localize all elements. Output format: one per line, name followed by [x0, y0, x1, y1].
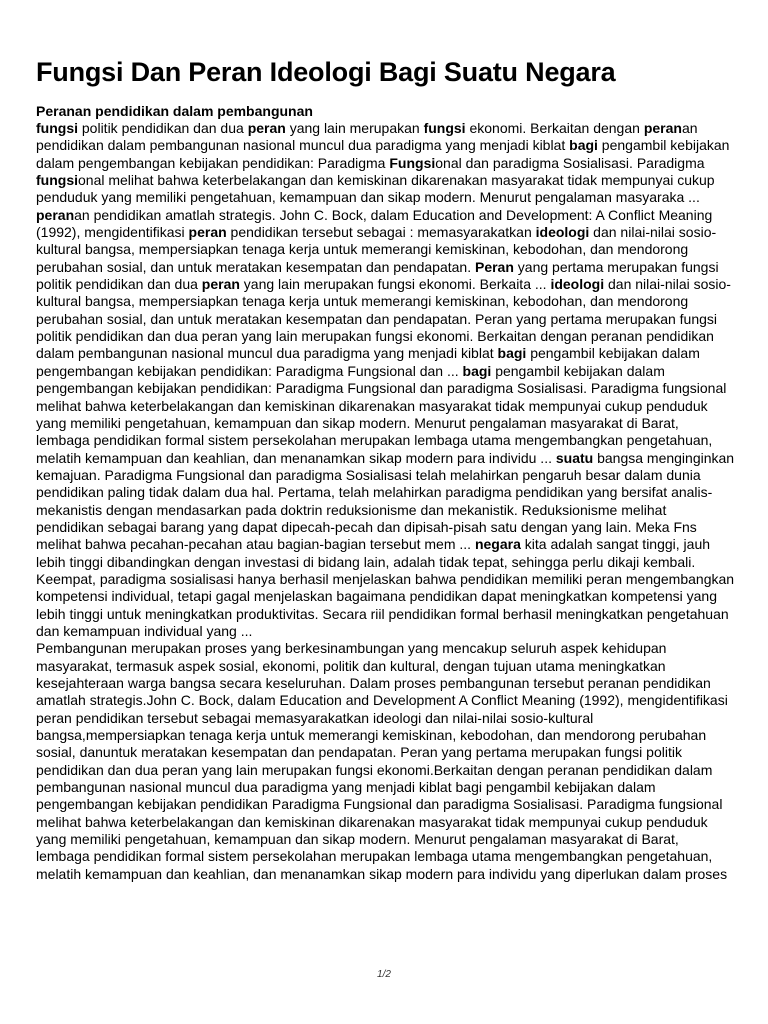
highlighted-keyword: bagi	[497, 345, 527, 362]
text-run: an pendidikan dalam pembangunan nasional muncul dua paradigma yang menjadi kiblat	[36, 120, 698, 154]
highlighted-keyword: Fungsi	[389, 154, 436, 171]
text-run: ekonomi. Berkaitan dengan	[465, 120, 644, 136]
text-run: an pendidikan amatlah strategis. John C. Bock, dalam Education and Development: A Conflict Meaning (1992), mengidentifikasi	[36, 206, 713, 241]
text-run: pengambil kebijakan dalam pengembangan kebijakan pendidikan: Paradigma Fungsional dan ...	[36, 345, 700, 379]
text-run: pengambil kebijakan dalam pengembangan kebijakan pendidikan: Paradigma Fungsional dan paradigma Sosialisasi. Paradigma fungsional melihat bahwa keterbelakangan dan kemiskinan dikarenakan masyarakat tidak mempunyai cukup penduduk yang memiliki pengetahuan, kemampuan dan sikap modern. Menurut pengalaman masyarakat di Barat, lembaga pendidikan formal sistem persekolahan merupakan lembaga utama mengembangkan pengetahuan, melatih kemampuan dan keahlian, dan menanamkan sikap modern para individu ...	[36, 362, 727, 466]
highlighted-keyword: negara	[474, 536, 521, 553]
highlighted-keyword: fungsi	[36, 120, 78, 136]
text-run: kita adalah sangat tinggi, jauh lebih tinggi dibandingkan dengan investasi di bidang lain, adalah tidak tepat, sehingga perlu dikaji kembali. Keempat, paradigma sosialisasi hanya berhasil menjelaskan bahwa pendidikan memiliki peran mengembangkan kompetensi individual, tetapi gagal menjelaskan bagaimana pendidikan dapat meningkatkan kompetensi yang lebih tinggi untuk meningkatkan produktivitas. Secara riil pendidikan formal berhasil meningkatkan pengetahuan dan kemampuan individual yang ...	[36, 536, 735, 639]
highlighted-keyword: ideologi	[535, 224, 590, 241]
document-page	[36, 55, 736, 883]
text-run: dan nilai-nilai sosio-kultural bangsa, mempersiapkan tenaga kerja untuk memerangi kemiskinan, kebodohan, dan mendorong perubahan sosial, dan untuk meratakan kesempatan dan pendapatan.	[36, 224, 717, 275]
text-run: dan nilai-nilai sosio-kultural bangsa, mempersiapkan tenaga kerja untuk memerangi kemiskinan, kebodohan, dan mendorong perubahan sosial, dan untuk meratakan kesempatan dan pendapatan. Peran yang pertama merupakan fungsi politik pendidikan dan dua peran yang lain merupakan fungsi ekonomi. Berkaitan dengan peranan pendidikan dalam pembangunan nasional muncul dua paradigma yang menjadi kiblat	[36, 276, 731, 362]
highlighted-keyword: peran	[643, 120, 682, 136]
text-run: onal melihat bahwa keterbelakangan dan kemiskinan dikarenakan masyarakat tidak mempunyai cukup penduduk yang memiliki pengetahuan, kemampuan dan sikap modern. Menurut pengalaman masyaraka ...	[36, 172, 715, 206]
paragraph-1	[36, 120, 736, 640]
section-heading: Peranan pendidikan dalam pembangunan	[36, 103, 313, 119]
page-title: Fungsi Dan Peran Ideologi Bagi Suatu Negara	[36, 57, 616, 87]
highlighted-keyword: bagi	[569, 137, 598, 154]
text-run: yang pertama merupakan fungsi politik pendidikan dan dua	[36, 258, 719, 293]
text-run: pengambil kebijakan dalam pengembangan kebijakan pendidikan: Paradigma	[36, 137, 730, 171]
highlighted-keyword: bagi	[462, 362, 492, 379]
text-run: yang lain merupakan fungsi ekonomi. Berkaita ...	[239, 276, 551, 293]
article-body	[36, 120, 736, 883]
paragraph-2: Pembangunan merupakan proses yang berkesinambungan yang mencakup seluruh aspek kehidupan masyarakat, termasuk aspek sosial, ekonomi, politik dan kultural, dengan tujuan utama meningkatkan kesejahteraan warga bangsa secara keseluruhan. Dalam proses pembangunan tersebut peranan pendidikan amatlah strategis.John C. Bock, dalam Education and Development A Conflict Meaning (1992), mengidentifikasi peran pendidikan tersebut sebagai memasyarakatkan ideologi dan nilai-nilai sosio-kultural bangsa,mempersiapkan tenaga kerja untuk memerangi kemiskinan, kebodohan, dan mendorong perubahan sosial, danuntuk meratakan kesempatan dan pendapatan. Peran yang pertama merupakan fungsi politik pendidikan dan dua peran yang lain merupakan fungsi ekonomi.Berkaitan dengan peranan pendidikan dalam pembangunan nasional muncul dua paradigma yang menjadi kiblat bagi pengambil kebijakan dalam pengembangan kebijakan pendidikan Paradigma Fungsional dan paradigma Sosialisasi. Paradigma fungsional melihat bahwa keterbelakangan dan kemiskinan dikarenakan masyarakat tidak mempunyai cukup penduduk yang memiliki pengetahuan, kemampuan dan sikap modern. Menurut pengalaman masyarakat di Barat, lembaga pendidikan formal sistem persekolahan merupakan lembaga utama mengembangkan pengetahuan, melatih kemampuan dan keahlian, dan menanamkan sikap modern para individu yang diperlukan dalam proses	[36, 640, 728, 882]
highlighted-keyword: ideologi	[550, 276, 605, 293]
text-run: bangsa menginginkan kemajuan. Paradigma Fungsional dan paradigma Sosialisasi telah melahirkan pengaruh besar dalam dunia pendidikan paling tidak dalam dua hal. Pertama, telah melahirkan paradigma pendidikan yang bersifat analis-mekanistis dengan mendasarkan pada doktrin reduksionisme dan mekanistik. Reduksionisme melihat pendidikan sebagai barang yang dapat dipecah-pecah dan dipisah-pisah satu dengan yang lain. Meka Fns melihat bahwa pecahan-pecahan atau bagian-bagian tersebut mem ...	[36, 449, 735, 553]
page-number: 1/2	[377, 969, 391, 980]
highlighted-keyword: peran	[36, 206, 75, 223]
highlighted-keyword: Peran	[474, 258, 514, 275]
highlighted-keyword: peran	[201, 276, 240, 293]
highlighted-keyword: fungsi	[36, 172, 78, 189]
text-run: pendidikan tersebut sebagai : memasyarakatkan	[226, 224, 536, 241]
text-run: onal dan paradigma Sosialisasi. Paradigma	[435, 154, 705, 171]
highlighted-keyword: peran	[247, 120, 286, 136]
highlighted-keyword: suatu	[555, 449, 594, 466]
highlighted-keyword: peran	[188, 224, 227, 241]
text-run: yang lain merupakan	[285, 120, 424, 136]
text-run: politik pendidikan dan dua	[78, 120, 248, 136]
highlighted-keyword: fungsi	[423, 120, 466, 136]
